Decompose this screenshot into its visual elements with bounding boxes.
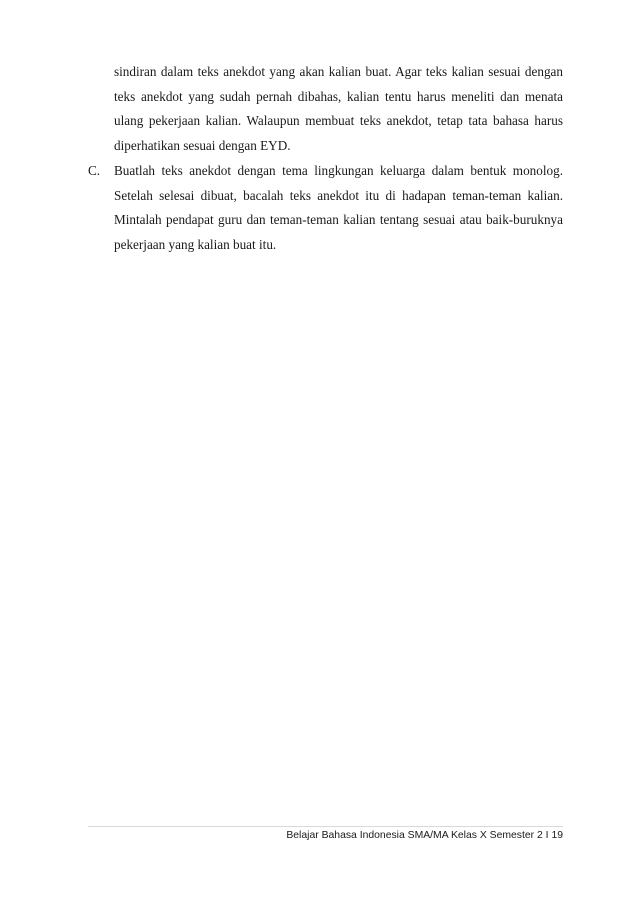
continuation-paragraph: sindiran dalam teks anekdot yang akan kalian buat. Agar teks kalian sesuai dengan teks anekdot yang sudah pernah dibahas, kalian tentu harus meneliti dan menata ulang pekerjaan kalian. Walaupun membuat teks anekdot, tetap tata bahasa harus diperhatikan sesuai dengan EYD.: [114, 64, 563, 153]
page-footer: Belajar Bahasa Indonesia SMA/MA Kelas X Semester 2 I 19: [286, 830, 563, 841]
list-item-marker: C.: [88, 163, 101, 178]
footer-divider: [88, 826, 563, 827]
list-item-text: Buatlah teks anekdot dengan tema lingkungan keluarga dalam bentuk monolog. Setelah selesai dibuat, bacalah teks anekdot itu di hadapan teman-teman kalian. Mintalah pendapat guru dan teman-teman kalian tentang sesuai atau baik-buruknya pekerjaan yang kalian buat itu.: [114, 163, 563, 252]
